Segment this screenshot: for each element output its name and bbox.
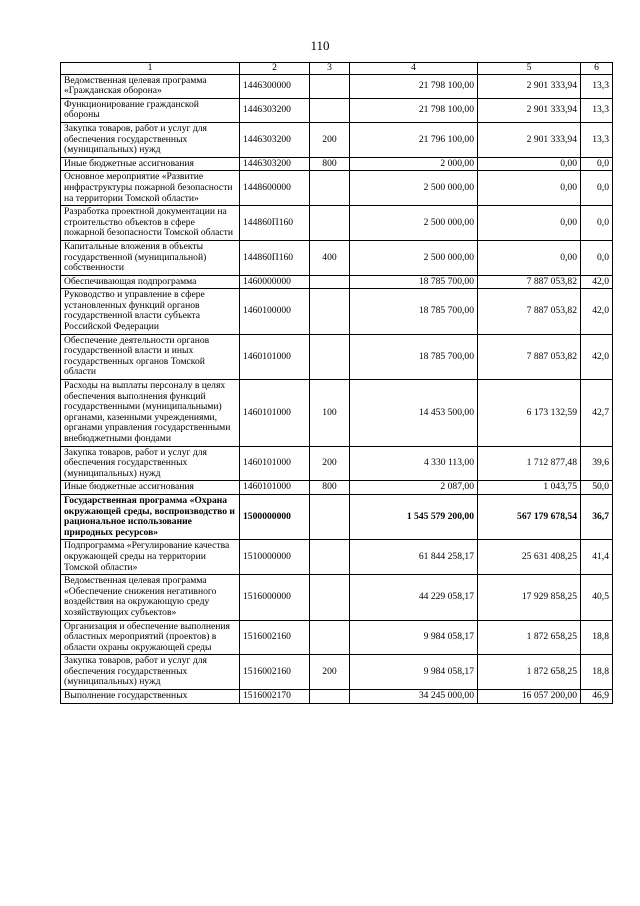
row-actual-amount: 7 887 053,82 (478, 334, 581, 379)
row-execution-percent: 39,6 (581, 446, 613, 481)
row-planned-amount: 2 087,00 (350, 481, 478, 495)
table-row (61, 334, 613, 379)
row-actual-amount: 16 057 200,00 (478, 690, 581, 704)
row-code: 144860П160 (240, 206, 310, 241)
row-planned-amount: 1 545 579 200,00 (350, 494, 478, 539)
row-name: Расходы на выплаты персоналу в целях обеспечения выполнения функций государственными (муниципальными) органами, казенными учреждениями, органами управления государственными внебюджетными фондами (61, 380, 240, 447)
row-expense-type (310, 690, 350, 704)
row-planned-amount: 61 844 258,17 (350, 540, 478, 575)
row-execution-percent: 0,0 (581, 157, 613, 171)
row-execution-percent: 36,7 (581, 494, 613, 539)
row-name: Подпрограмма «Регулирование качества окружающей среды на территории Томской области» (61, 540, 240, 575)
row-name: Функционирование гражданской обороны (61, 98, 240, 122)
row-planned-amount: 9 984 058,17 (350, 655, 478, 690)
row-code: 1460000000 (240, 275, 310, 289)
row-expense-type (310, 206, 350, 241)
row-planned-amount: 34 245 000,00 (350, 690, 478, 704)
row-name: Разработка проектной документации на строительство объектов в сфере пожарной безопасности Томской области (61, 206, 240, 241)
table-row (61, 122, 613, 157)
row-actual-amount: 6 173 132,59 (478, 380, 581, 447)
row-code: 1460101000 (240, 446, 310, 481)
row-code: 144860П160 (240, 240, 310, 275)
row-planned-amount: 21 798 100,00 (350, 74, 478, 98)
row-execution-percent: 42,0 (581, 289, 613, 334)
column-header: 1 (61, 63, 240, 75)
row-actual-amount: 1 043,75 (478, 481, 581, 495)
row-expense-type (310, 575, 350, 620)
row-actual-amount: 17 929 858,25 (478, 575, 581, 620)
column-header: 3 (310, 63, 350, 75)
row-expense-type: 100 (310, 380, 350, 447)
table-row (61, 289, 613, 334)
row-actual-amount: 7 887 053,82 (478, 289, 581, 334)
page-number: 110 (310, 38, 330, 53)
row-expense-type (310, 171, 350, 206)
row-planned-amount: 44 229 058,17 (350, 575, 478, 620)
row-actual-amount: 1 712 877,48 (478, 446, 581, 481)
row-expense-type: 400 (310, 240, 350, 275)
row-planned-amount: 21 796 100,00 (350, 122, 478, 157)
budget-table (60, 62, 613, 704)
row-execution-percent: 46,9 (581, 690, 613, 704)
table-row (61, 655, 613, 690)
table-row (61, 481, 613, 495)
row-expense-type (310, 74, 350, 98)
row-expense-type (310, 275, 350, 289)
column-header: 2 (240, 63, 310, 75)
row-execution-percent: 42,7 (581, 380, 613, 447)
row-execution-percent: 0,0 (581, 171, 613, 206)
row-actual-amount: 2 901 333,94 (478, 74, 581, 98)
table-row (61, 540, 613, 575)
row-code: 1516002160 (240, 655, 310, 690)
row-expense-type: 800 (310, 157, 350, 171)
row-execution-percent: 13,3 (581, 98, 613, 122)
table-row (61, 494, 613, 539)
row-actual-amount: 25 631 408,25 (478, 540, 581, 575)
row-expense-type (310, 334, 350, 379)
row-actual-amount: 7 887 053,82 (478, 275, 581, 289)
row-actual-amount: 2 901 333,94 (478, 98, 581, 122)
row-planned-amount: 18 785 700,00 (350, 275, 478, 289)
row-actual-amount: 1 872 658,25 (478, 655, 581, 690)
row-planned-amount: 18 785 700,00 (350, 334, 478, 379)
row-actual-amount: 0,00 (478, 171, 581, 206)
row-code: 1516002170 (240, 690, 310, 704)
row-actual-amount: 1 872 658,25 (478, 620, 581, 655)
row-name: Ведомственная целевая программа «Обеспечение снижения негативного воздействия на окружающую среду хозяйствующих субъектов» (61, 575, 240, 620)
row-planned-amount: 4 330 113,00 (350, 446, 478, 481)
row-code: 1446303200 (240, 157, 310, 171)
row-expense-type (310, 98, 350, 122)
row-expense-type: 200 (310, 446, 350, 481)
row-name: Закупка товаров, работ и услуг для обеспечения государственных (муниципальных) нужд (61, 122, 240, 157)
row-code: 1446303200 (240, 122, 310, 157)
row-planned-amount: 21 798 100,00 (350, 98, 478, 122)
table-row (61, 380, 613, 447)
row-actual-amount: 0,00 (478, 240, 581, 275)
row-planned-amount: 9 984 058,17 (350, 620, 478, 655)
row-name: Выполнение государственных (61, 690, 240, 704)
row-execution-percent: 41,4 (581, 540, 613, 575)
row-name: Закупка товаров, работ и услуг для обеспечения государственных (муниципальных) нужд (61, 655, 240, 690)
table-row (61, 575, 613, 620)
table-row (61, 157, 613, 171)
row-actual-amount: 567 179 678,54 (478, 494, 581, 539)
row-actual-amount: 0,00 (478, 206, 581, 241)
row-execution-percent: 13,3 (581, 74, 613, 98)
row-code: 1460101000 (240, 481, 310, 495)
row-expense-type (310, 494, 350, 539)
row-code: 1460100000 (240, 289, 310, 334)
row-expense-type: 200 (310, 655, 350, 690)
row-code: 1500000000 (240, 494, 310, 539)
column-header: 4 (350, 63, 478, 75)
row-expense-type: 800 (310, 481, 350, 495)
column-header: 6 (581, 63, 613, 75)
row-name: Капитальные вложения в объекты государственной (муниципальной) собственности (61, 240, 240, 275)
row-name: Закупка товаров, работ и услуг для обеспечения государственных (муниципальных) нужд (61, 446, 240, 481)
column-header: 5 (478, 63, 581, 75)
row-execution-percent: 40,5 (581, 575, 613, 620)
row-name: Государственная программа «Охрана окружающей среды, воспроизводство и рациональное использование природных ресурсов» (61, 494, 240, 539)
row-execution-percent: 42,0 (581, 275, 613, 289)
column-number-header (61, 63, 613, 75)
table-row (61, 240, 613, 275)
row-code: 1460101000 (240, 334, 310, 379)
row-planned-amount: 2 000,00 (350, 157, 478, 171)
row-code: 1516000000 (240, 575, 310, 620)
row-name: Организация и обеспечение выполнения областных мероприятий (проектов) в области охраны окружающей среды (61, 620, 240, 655)
row-code: 1460101000 (240, 380, 310, 447)
row-code: 1516002160 (240, 620, 310, 655)
table-row (61, 275, 613, 289)
row-execution-percent: 18,8 (581, 655, 613, 690)
row-code: 1510000000 (240, 540, 310, 575)
row-code: 1446300000 (240, 74, 310, 98)
table-row (61, 690, 613, 704)
table-row (61, 171, 613, 206)
row-expense-type (310, 540, 350, 575)
row-name: Иные бюджетные ассигнования (61, 157, 240, 171)
row-name: Руководство и управление в сфере установленных функций органов государственной власти субъекта Российской Федерации (61, 289, 240, 334)
row-execution-percent: 0,0 (581, 240, 613, 275)
table-row (61, 74, 613, 98)
row-name: Обеспечение деятельности органов государственной власти и иных государственных органов Томской области (61, 334, 240, 379)
row-actual-amount: 0,00 (478, 157, 581, 171)
row-planned-amount: 2 500 000,00 (350, 240, 478, 275)
table-row (61, 446, 613, 481)
row-name: Обеспечивающая подпрограмма (61, 275, 240, 289)
table-row (61, 98, 613, 122)
row-expense-type (310, 620, 350, 655)
row-planned-amount: 2 500 000,00 (350, 206, 478, 241)
row-execution-percent: 42,0 (581, 334, 613, 379)
table-row (61, 620, 613, 655)
table-body (61, 74, 613, 703)
row-actual-amount: 2 901 333,94 (478, 122, 581, 157)
row-execution-percent: 13,3 (581, 122, 613, 157)
row-name: Основное мероприятие «Развитие инфраструктуры пожарной безопасности на территории Томской области» (61, 171, 240, 206)
row-planned-amount: 2 500 000,00 (350, 171, 478, 206)
row-execution-percent: 18,8 (581, 620, 613, 655)
row-name: Ведомственная целевая программа «Гражданская оборона» (61, 74, 240, 98)
row-planned-amount: 14 453 500,00 (350, 380, 478, 447)
row-execution-percent: 50,0 (581, 481, 613, 495)
row-execution-percent: 0,0 (581, 206, 613, 241)
table-row (61, 206, 613, 241)
row-expense-type (310, 289, 350, 334)
row-code: 1446303200 (240, 98, 310, 122)
row-planned-amount: 18 785 700,00 (350, 289, 478, 334)
row-expense-type: 200 (310, 122, 350, 157)
row-name: Иные бюджетные ассигнования (61, 481, 240, 495)
row-code: 1448600000 (240, 171, 310, 206)
